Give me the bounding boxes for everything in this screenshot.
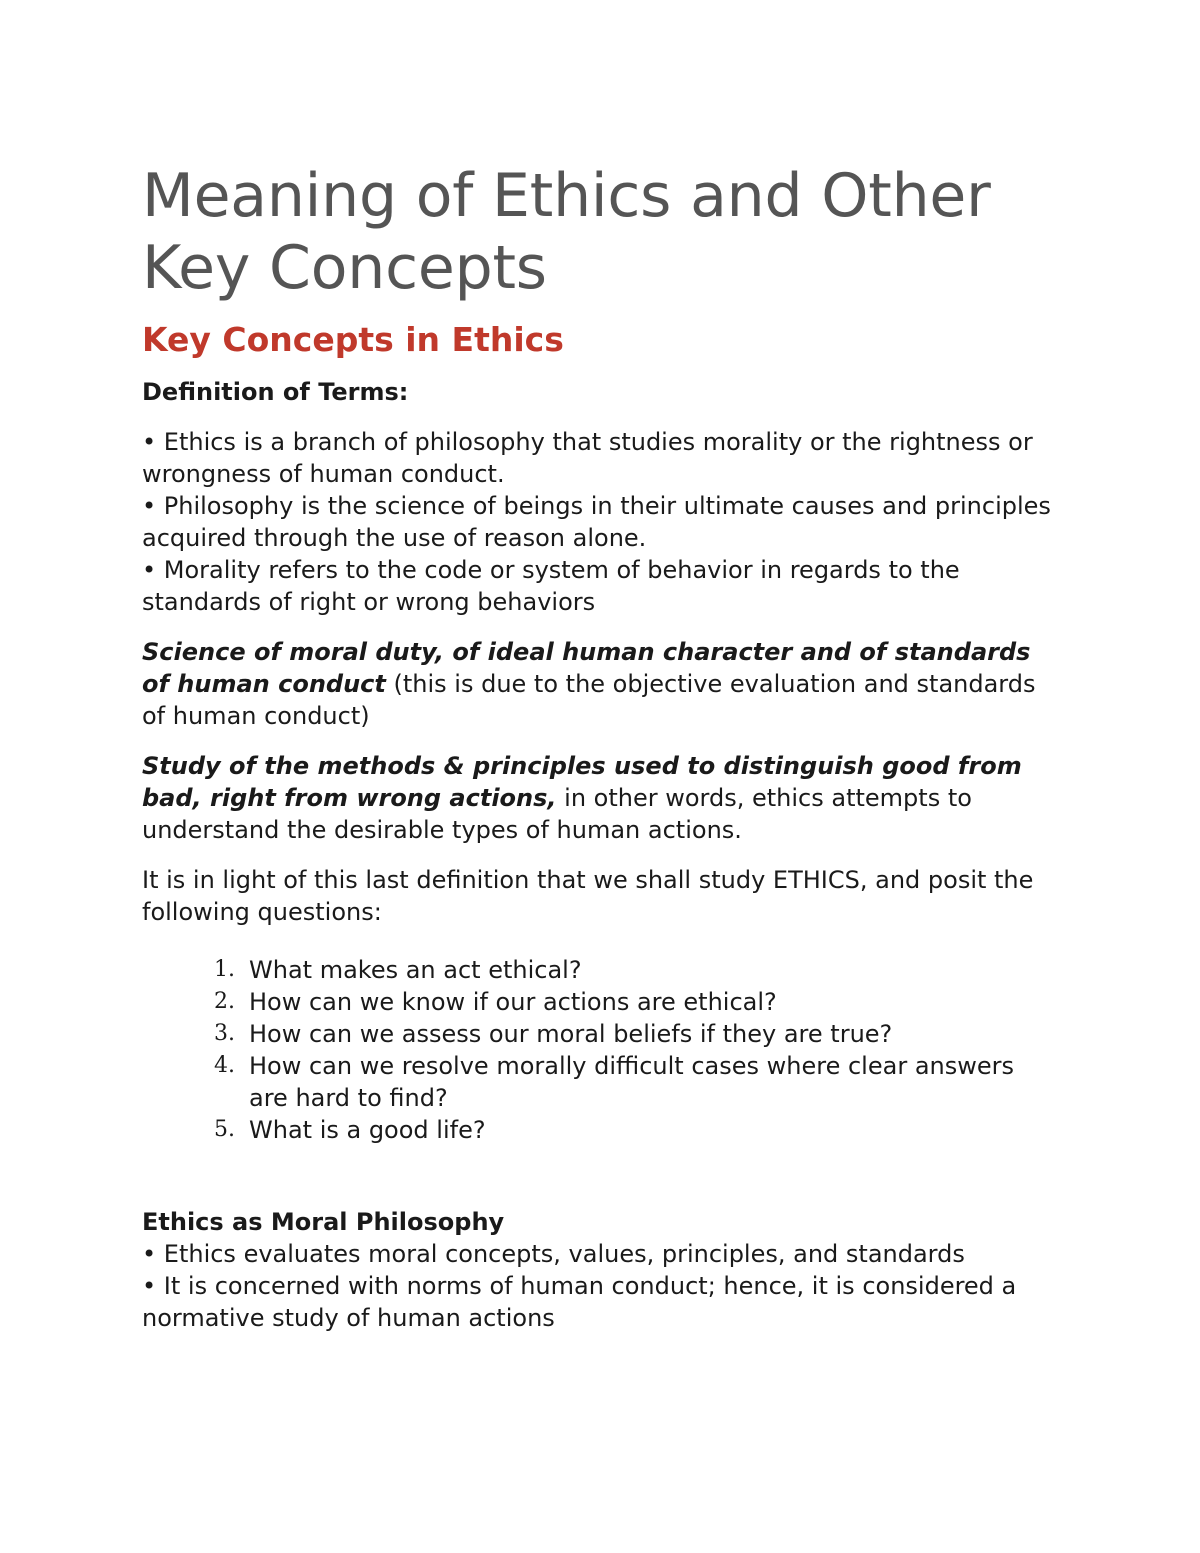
section2-heading: Ethics as Moral Philosophy [142, 1208, 505, 1236]
question-number: 4. [214, 1053, 235, 1078]
definitions-heading: Definition of Terms: [142, 378, 409, 406]
question-number: 3. [214, 1021, 235, 1046]
question-item [142, 1018, 1052, 1050]
question-number: 5. [214, 1117, 235, 1142]
document-page [142, 160, 1052, 1334]
section2-item: • Ethics evaluates moral concepts, values, principles, and standards [142, 1240, 965, 1268]
definition-item: • Ethics is a branch of philosophy that studies morality or the rightness or wrongness of human conduct. [142, 428, 1033, 488]
question-item [142, 986, 1052, 1018]
paragraph-last-definition: It is in light of this last definition that we shall study ETHICS, and posit the following questions: [142, 866, 1034, 926]
paragraph-science-of-moral-duty [142, 636, 1052, 732]
question-item [142, 954, 1052, 986]
paragraph-text: in other words, ethics attempts to understand the desirable types of human actions. [142, 784, 972, 844]
document-title [142, 160, 1052, 304]
section2-item: • It is concerned with norms of human conduct; hence, it is considered a normative study of human actions [142, 1272, 1017, 1332]
question-item [142, 1114, 1052, 1146]
document-title-line1: Meaning of Ethics and Other [142, 161, 991, 231]
questions-list [142, 954, 1052, 1146]
question-number: 2. [214, 989, 235, 1014]
definitions-list [142, 426, 1052, 618]
section-moral-philosophy [142, 1206, 1052, 1334]
paragraph-study-of-methods [142, 750, 1052, 846]
question-text: How can we resolve morally difficult cases where clear answers are hard to find? [249, 1052, 1014, 1112]
definition-item: • Morality refers to the code or system of behavior in regards to the standards of right or wrong behaviors [142, 556, 960, 616]
paragraph-text: (this is due to the objective evaluation and standards of human conduct) [142, 670, 1036, 730]
definition-item: • Philosophy is the science of beings in their ultimate causes and principles acquired through the use of reason alone. [142, 492, 1051, 552]
section-heading: Key Concepts in Ethics [142, 320, 564, 359]
paragraph-emphasis: Science of moral duty, of ideal human character and of standards of human conduct [142, 638, 1031, 698]
question-text: What makes an act ethical? [249, 956, 582, 984]
question-text: What is a good life? [249, 1116, 486, 1144]
question-text: How can we know if our actions are ethical? [249, 988, 777, 1016]
question-text: How can we assess our moral beliefs if they are true? [249, 1020, 893, 1048]
paragraph-emphasis: Study of the methods & principles used to distinguish good from bad, right from wrong actions, [142, 752, 1022, 812]
question-number: 1. [214, 957, 235, 982]
question-item [142, 1050, 1052, 1114]
document-title-line2: Key Concepts [142, 233, 547, 303]
